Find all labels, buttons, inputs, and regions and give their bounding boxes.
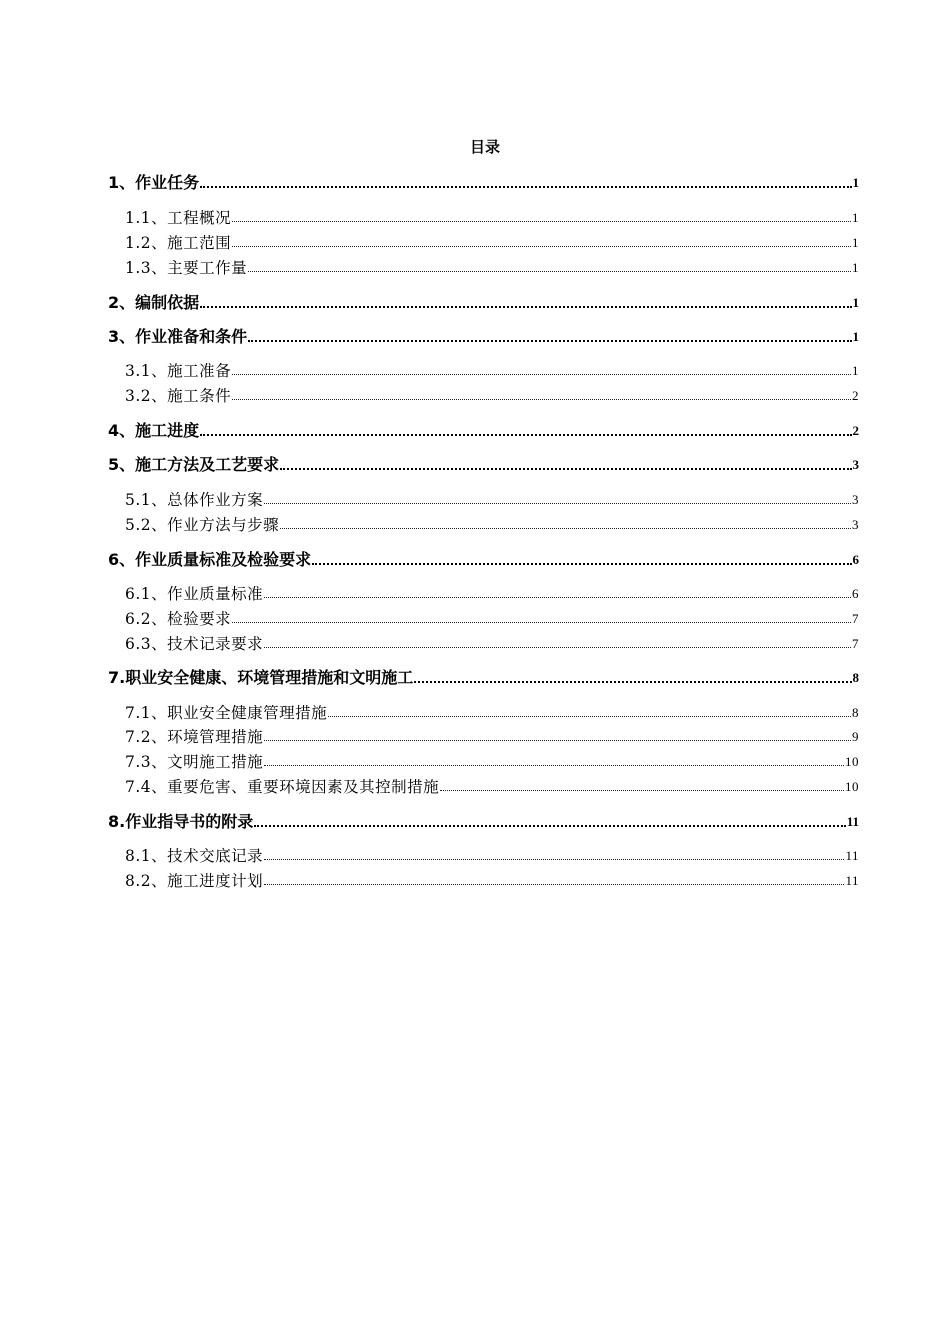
toc-page-number: 3 bbox=[852, 457, 859, 472]
toc-page-number: 6 bbox=[852, 586, 859, 601]
toc-dot-leader bbox=[232, 221, 851, 222]
toc-dot-leader bbox=[232, 374, 851, 375]
toc-entry-title: 2、编制依据 bbox=[108, 293, 200, 312]
toc-section-entry[interactable] bbox=[125, 631, 859, 653]
toc-dot-leader bbox=[264, 859, 844, 860]
toc-chapter-entry[interactable] bbox=[108, 290, 859, 312]
toc-section-entry[interactable] bbox=[125, 255, 859, 277]
toc-page-number: 11 bbox=[845, 873, 859, 888]
toc-section-entry[interactable] bbox=[125, 700, 859, 722]
toc-entry-title: 1、作业任务 bbox=[108, 173, 200, 192]
toc-page-number: 1 bbox=[852, 175, 859, 190]
toc-entry-title: 7.职业安全健康、环境管理措施和文明施工 bbox=[108, 668, 414, 687]
toc-page-number: 8 bbox=[852, 670, 859, 685]
toc-entry-title: 7.2、环境管理措施 bbox=[125, 728, 264, 746]
toc-chapter-entry[interactable] bbox=[108, 324, 859, 346]
toc-page-number: 1 bbox=[852, 295, 859, 310]
toc-page-number: 10 bbox=[845, 754, 859, 769]
toc-page-number: 6 bbox=[852, 552, 859, 567]
toc-page-number: 9 bbox=[852, 729, 859, 744]
toc-dot-leader bbox=[200, 186, 851, 188]
toc-entry-title: 6.2、检验要求 bbox=[125, 610, 232, 628]
toc-dot-leader bbox=[264, 503, 851, 504]
toc-entry-title: 8.1、技术交底记录 bbox=[125, 847, 264, 865]
toc-dot-leader bbox=[264, 740, 851, 741]
toc-page-number: 3 bbox=[852, 517, 859, 532]
toc-title: 目录 bbox=[469, 138, 500, 156]
toc-entry-title: 8.2、施工进度计划 bbox=[125, 872, 264, 890]
toc-page-number: 1 bbox=[852, 363, 859, 378]
toc-page-number: 11 bbox=[846, 814, 859, 829]
toc-section-entry[interactable] bbox=[125, 383, 859, 405]
toc-chapter-entry[interactable] bbox=[108, 418, 859, 440]
toc-page-number: 3 bbox=[852, 492, 859, 507]
toc-dot-leader bbox=[200, 306, 851, 308]
toc-dot-leader bbox=[248, 271, 851, 272]
toc-entry-title: 3.2、施工条件 bbox=[125, 387, 232, 405]
toc-section-entry[interactable] bbox=[125, 205, 859, 227]
toc-section-entry[interactable] bbox=[125, 230, 859, 252]
toc-entry-title: 1.3、主要工作量 bbox=[125, 259, 248, 277]
toc-section-entry[interactable] bbox=[125, 843, 859, 865]
toc-dot-leader bbox=[312, 563, 851, 565]
toc-dot-leader bbox=[232, 246, 851, 247]
toc-page-number: 1 bbox=[852, 210, 859, 225]
toc-entry-title: 7.1、职业安全健康管理措施 bbox=[125, 704, 328, 722]
toc-chapter-entry[interactable] bbox=[108, 665, 859, 687]
toc-chapter-entry[interactable] bbox=[108, 452, 859, 474]
toc-entry-title: 5.1、总体作业方案 bbox=[125, 491, 264, 509]
toc-page-number: 1 bbox=[852, 260, 859, 275]
toc-entry-title: 7.4、重要危害、重要环境因素及其控制措施 bbox=[125, 778, 440, 796]
toc-entry-title: 1.1、工程概况 bbox=[125, 209, 232, 227]
toc-section-entry[interactable] bbox=[125, 606, 859, 628]
toc-entry-title: 5、施工方法及工艺要求 bbox=[108, 455, 280, 474]
toc-dot-leader bbox=[254, 825, 845, 827]
toc-dot-leader bbox=[264, 647, 851, 648]
toc-entry-title: 1.2、施工范围 bbox=[125, 234, 232, 252]
toc-entry-title: 3.1、施工准备 bbox=[125, 362, 232, 380]
toc-section-entry[interactable] bbox=[125, 581, 859, 603]
toc-dot-leader bbox=[264, 597, 851, 598]
toc-dot-leader bbox=[440, 790, 844, 791]
toc-dot-leader bbox=[280, 468, 851, 470]
toc-page-number: 7 bbox=[852, 636, 859, 651]
toc-section-entry[interactable] bbox=[125, 487, 859, 509]
toc-section-entry[interactable] bbox=[125, 774, 859, 796]
toc-chapter-entry[interactable] bbox=[108, 547, 859, 569]
toc-entry-title: 5.2、作业方法与步骤 bbox=[125, 516, 280, 534]
toc-section-entry[interactable] bbox=[125, 724, 859, 746]
toc-dot-leader bbox=[232, 399, 851, 400]
toc-chapter-entry[interactable] bbox=[108, 170, 859, 192]
toc-page-number: 2 bbox=[852, 388, 859, 403]
toc-page-number: 10 bbox=[845, 779, 859, 794]
toc-dot-leader bbox=[200, 434, 851, 436]
toc-dot-leader bbox=[328, 716, 851, 717]
toc-section-entry[interactable] bbox=[125, 512, 859, 534]
toc-page-number: 8 bbox=[852, 705, 859, 720]
toc-page-number: 7 bbox=[852, 611, 859, 626]
toc-entry-title: 7.3、文明施工措施 bbox=[125, 753, 264, 771]
toc-page-number: 11 bbox=[845, 848, 859, 863]
toc-entry-title: 8.作业指导书的附录 bbox=[108, 812, 254, 831]
toc-page-number: 1 bbox=[852, 329, 859, 344]
toc-section-entry[interactable] bbox=[125, 749, 859, 771]
toc-chapter-entry[interactable] bbox=[108, 809, 859, 831]
toc-section-entry[interactable] bbox=[125, 868, 859, 890]
toc-entry-title: 4、施工进度 bbox=[108, 421, 200, 440]
toc-dot-leader bbox=[264, 765, 844, 766]
toc-dot-leader bbox=[248, 340, 851, 342]
toc-page-number: 2 bbox=[852, 423, 859, 438]
toc-dot-leader bbox=[280, 528, 851, 529]
toc-dot-leader bbox=[232, 622, 851, 623]
toc-entry-title: 6.1、作业质量标准 bbox=[125, 585, 264, 603]
toc-section-entry[interactable] bbox=[125, 358, 859, 380]
toc-page-number: 1 bbox=[852, 235, 859, 250]
toc-dot-leader bbox=[414, 681, 851, 683]
toc-dot-leader bbox=[264, 884, 844, 885]
toc-entry-title: 6、作业质量标准及检验要求 bbox=[108, 550, 312, 569]
toc-entry-title: 3、作业准备和条件 bbox=[108, 327, 248, 346]
toc-entry-title: 6.3、技术记录要求 bbox=[125, 635, 264, 653]
